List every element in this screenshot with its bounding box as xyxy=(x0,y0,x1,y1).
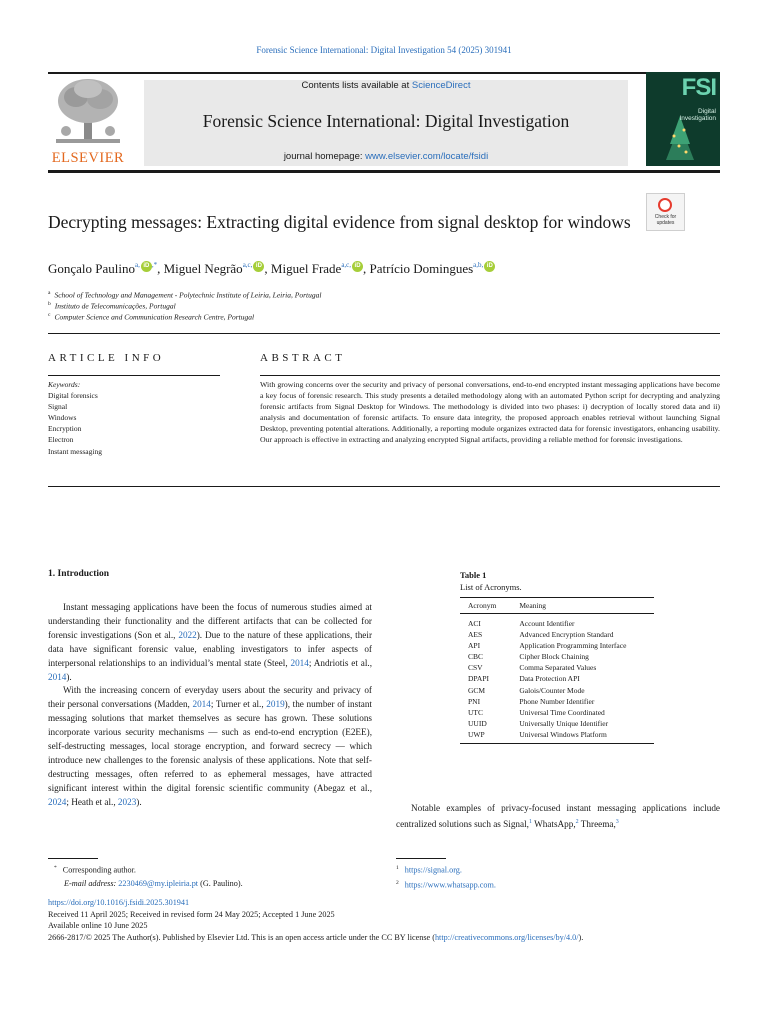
received-dates: Received 11 April 2025; Received in revised form 24 May 2025; Accepted 1 June 2025 xyxy=(48,909,335,919)
author-name[interactable]: Patrício Domingues xyxy=(369,261,474,276)
footnote-ref-link[interactable]: 2 xyxy=(575,818,579,825)
cover-sub-line1: Digital xyxy=(697,108,716,115)
author-name[interactable]: Miguel Negrão xyxy=(163,261,243,276)
check-line1: Check for xyxy=(654,214,677,220)
homepage-line xyxy=(144,151,628,162)
cover-subtitle xyxy=(680,108,717,122)
acronym-cell: ACI xyxy=(468,619,481,628)
paragraph-text: ; Turner et al., xyxy=(210,699,267,710)
email-label: E-mail address: xyxy=(64,878,119,888)
cover-sub-line2: Investigation xyxy=(679,115,716,122)
meaning-cell: Cipher Block Chaining xyxy=(519,652,589,662)
paragraph-text: Threema, xyxy=(578,818,616,829)
doi-link[interactable]: https://doi.org/10.1016/j.fsidi.2025.301941 xyxy=(48,898,190,907)
homepage-prefix: journal homepage: xyxy=(283,151,366,162)
keyword: Digital forensics xyxy=(48,391,98,401)
acronym-cell: UUID xyxy=(468,718,487,728)
abstract-heading: ABSTRACT xyxy=(260,352,346,364)
table-title: List of Acronyms. xyxy=(460,582,522,592)
table-row xyxy=(460,673,654,684)
author-affil-sup[interactable]: a, xyxy=(135,261,140,269)
table-row xyxy=(460,662,654,673)
paragraph-text: WhatsApp, xyxy=(531,818,576,829)
affiliation-sup: c xyxy=(48,312,51,318)
corresponding-label: Corresponding author. xyxy=(62,865,136,875)
citation-link[interactable]: 2023 xyxy=(117,796,137,807)
affiliation xyxy=(48,301,176,311)
paragraph-text: ). xyxy=(66,671,72,682)
author-name[interactable]: Gonçalo Paulino xyxy=(48,261,136,276)
article-info-heading: ARTICLE INFO xyxy=(48,352,165,364)
table-row xyxy=(460,718,654,729)
citation-link[interactable]: 2022 xyxy=(178,629,197,640)
orcid-icon[interactable]: iD xyxy=(352,261,363,272)
citation-link[interactable]: 2019 xyxy=(266,699,285,710)
keyword: Signal xyxy=(48,402,68,412)
check-for-updates-button[interactable] xyxy=(646,193,685,231)
footnote-ref-link[interactable]: 3 xyxy=(615,818,619,825)
abstract-text: With growing concerns over the security and privacy of personal conversations, end-to-end encrypted instant messaging applications have become a key focus of forensic research. This study presents a detailed methodology along with an automated Python script for decrypting and analyzing forensic artifacts from Signal Desktop for Windows. The methodology is divided into two phases: i) decryption of locally stored data and ii) analysis and documentation of forensic artifacts. To ensure data integrity, the proposed approach enables retrieval without launching Signal Desktop, preventing potential alterations. Additionally, a reporting module organizes extracted data for forensic investigators, enhancing usability. Our approach is effective in extracting and analyzing encrypted Signal artifacts, providing a reliable method for forensic investigations. xyxy=(260,380,720,445)
intro-paragraph xyxy=(48,601,372,684)
paragraph-text: Instant messaging applications have been the focus of numerous studies aimed at understanding their functionality and the different artifacts that can be collected for forensic investigations (Son et al., xyxy=(48,602,372,640)
abstract-rule xyxy=(260,375,720,376)
license-line xyxy=(48,932,738,944)
table-header-row xyxy=(460,598,654,614)
citation-link[interactable]: 2014 xyxy=(192,699,211,710)
citation-link[interactable]: 2024 xyxy=(48,796,67,807)
sciencedirect-link[interactable]: ScienceDirect xyxy=(411,80,471,91)
table-caption xyxy=(460,569,522,593)
acronym-cell: GCM xyxy=(468,685,486,695)
meaning-cell: Advanced Encryption Standard xyxy=(519,630,614,640)
footnote-number: 1 xyxy=(396,865,399,871)
signal-url-link[interactable]: https://signal.org. xyxy=(404,865,462,875)
article-title: Decrypting messages: Extracting digital evidence from signal desktop for windows xyxy=(48,212,631,232)
header-rule-bottom xyxy=(48,170,720,173)
author-affil-sup[interactable]: a,c, xyxy=(242,261,253,269)
online-date: Available online 10 June 2025 xyxy=(48,921,148,931)
meaning-cell: Galois/Counter Mode xyxy=(519,685,585,695)
meaning-cell: Application Programming Interface xyxy=(519,641,627,651)
keyword: Windows xyxy=(48,413,77,423)
paragraph-text: ; Heath et al., xyxy=(66,796,118,807)
license-link[interactable]: http://creativecommons.org/licenses/by/4.0/ xyxy=(434,932,579,942)
meaning-cell: Account Identifier xyxy=(519,619,575,628)
footnote-ref-link[interactable]: 1 xyxy=(528,818,532,825)
meaning-cell: Phone Number Identifier xyxy=(519,696,595,706)
corresponding-author-mark[interactable]: ,* xyxy=(151,261,158,269)
intro-right-column xyxy=(396,802,720,832)
acronym-cell: CBC xyxy=(468,652,484,662)
intro-paragraph xyxy=(396,802,720,832)
meaning-cell: Universal Windows Platform xyxy=(519,729,607,739)
acronym-cell: PNI xyxy=(468,696,481,706)
intro-paragraph xyxy=(48,684,372,809)
affiliation-sup: b xyxy=(48,301,51,307)
publication-info xyxy=(48,897,738,943)
license-suffix: ). xyxy=(578,932,584,942)
affiliation-text: School of Technology and Management - Polytechnic Institute of Leiria, Leiria, Portugal xyxy=(54,290,322,300)
citation-link[interactable]: 2014 xyxy=(290,657,309,668)
author-name[interactable]: Miguel Frade xyxy=(270,261,342,276)
table-row xyxy=(460,651,654,662)
acronym-cell: API xyxy=(468,641,481,651)
table-row xyxy=(460,696,654,707)
url-footnotes xyxy=(396,862,720,891)
keyword: Instant messaging xyxy=(48,446,102,456)
email-link[interactable]: 2230469@my.ipleiria.pt xyxy=(118,878,199,888)
check-updates-label xyxy=(647,215,684,226)
footnote-number: 2 xyxy=(396,879,399,886)
author-list: Gonçalo Paulino$^{a,}$ iD ,*, Miguel Negrão$^{a,c,}$ iD , Miguel Frade$^{a,c,}$ iD , Patrício Domingues$^{a,b,}$ iD xyxy=(48,261,648,277)
journal-citation[interactable]: Forensic Science International: Digital Investigation 54 (2025) 301941 xyxy=(256,45,512,55)
section-rule xyxy=(48,333,720,334)
table-label: Table 1 xyxy=(460,570,487,580)
article-info-rule xyxy=(48,375,220,376)
author-affil-sup[interactable]: a,b, xyxy=(473,261,484,269)
keywords-label: Keywords: xyxy=(48,380,81,389)
acronym-cell: UWP xyxy=(468,729,485,739)
journal-title: Forensic Science International: Digital Investigation xyxy=(202,111,570,131)
journal-cover-thumbnail[interactable] xyxy=(646,72,720,166)
orcid-icon[interactable]: iD xyxy=(253,261,264,272)
table-row xyxy=(460,614,654,630)
table-row xyxy=(460,685,654,696)
paragraph-text: ). xyxy=(136,796,142,807)
contents-line xyxy=(144,80,628,91)
paragraph-text: ), the number of instant messaging solutions that market themselves as secure has grown. These solutions incorporate various security mechanisms — such as end-to-end encryption (E2EE), self-destructing messages, local storage encryption, and forward secrecy — which introduce new challenges to the forensic analysis of these applications. Note that self-destructing messages, often referred to as ephemeral messages, have attracted significant interest within the digital forensic scientific community (Abegaz et al., xyxy=(48,699,372,793)
table-row xyxy=(460,707,654,718)
acronym-cell: DPAPI xyxy=(468,674,489,684)
citation-link[interactable]: 2014 xyxy=(48,671,67,682)
corresponding-footnote xyxy=(48,862,378,890)
table-row xyxy=(460,640,654,651)
affiliation xyxy=(48,312,254,322)
keyword: Electron xyxy=(48,435,74,445)
affiliation-sup: a xyxy=(48,290,51,296)
table-row xyxy=(460,729,654,744)
orcid-icon[interactable]: iD xyxy=(141,261,152,272)
acronym-cell: CSV xyxy=(468,663,483,673)
table-column-header: Meaning xyxy=(511,598,654,614)
meaning-cell: Universal Time Coordinated xyxy=(519,707,605,717)
paragraph-text: Notable examples of privacy-focused instant messaging applications include centralized solutions such as Signal, xyxy=(396,803,720,829)
acronym-cell: UTC xyxy=(468,707,483,717)
paragraph-text: ). Due to the nature of these applications, their data have significant forensic value, enabling investigators to infer aspects of interpersonal relationships to an individual’s mental state (Steel, xyxy=(48,629,373,668)
update-check-icon xyxy=(658,198,672,212)
introduction-heading: 1. Introduction xyxy=(48,569,110,579)
elsevier-wordmark: ELSEVIER xyxy=(51,150,125,166)
acronyms-table xyxy=(460,598,654,744)
whatsapp-url-link[interactable]: https://www.whatsapp.com. xyxy=(404,880,496,890)
table-column-header: Acronym xyxy=(460,598,511,614)
paragraph-text: ; Andriotis et al., xyxy=(308,657,372,668)
contents-prefix: Contents lists available at xyxy=(301,80,412,91)
cover-fsi-text: FSI xyxy=(681,74,716,101)
check-line2: updates xyxy=(656,219,675,226)
email-suffix: (G. Paulino). xyxy=(198,878,243,888)
homepage-link[interactable]: www.elsevier.com/locate/fsidi xyxy=(365,151,489,162)
intro-left-column xyxy=(48,601,372,810)
acronym-cell: AES xyxy=(468,630,483,640)
affiliation xyxy=(48,290,321,300)
meaning-cell: Comma Separated Values xyxy=(519,663,597,673)
orcid-icon[interactable]: iD xyxy=(484,261,495,272)
license-text: 2666-2817/© 2025 The Author(s). Published by Elsevier Ltd. This is an open access article under the CC BY license ( xyxy=(48,932,435,942)
header-rule-top xyxy=(48,72,720,74)
abstract-bottom-rule xyxy=(48,486,720,487)
footnote-rule-right xyxy=(396,858,446,859)
footnote-rule xyxy=(48,858,98,859)
author-affil-sup[interactable]: a,c, xyxy=(341,261,352,269)
paragraph-text: With the increasing concern of everyday users about the security and privacy of their personal conversations (Madden, xyxy=(48,685,372,710)
affiliation-text: Instituto de Telecomunicações, Portugal xyxy=(54,301,176,311)
keywords-block xyxy=(48,379,218,457)
footnote-star: * xyxy=(54,865,57,871)
meaning-cell: Universally Unique Identifier xyxy=(519,718,609,728)
affiliation-text: Computer Science and Communication Research Centre, Portugal xyxy=(54,312,255,322)
meaning-cell: Data Protection API xyxy=(519,674,580,684)
table-row xyxy=(460,629,654,640)
keyword: Encryption xyxy=(48,424,82,434)
